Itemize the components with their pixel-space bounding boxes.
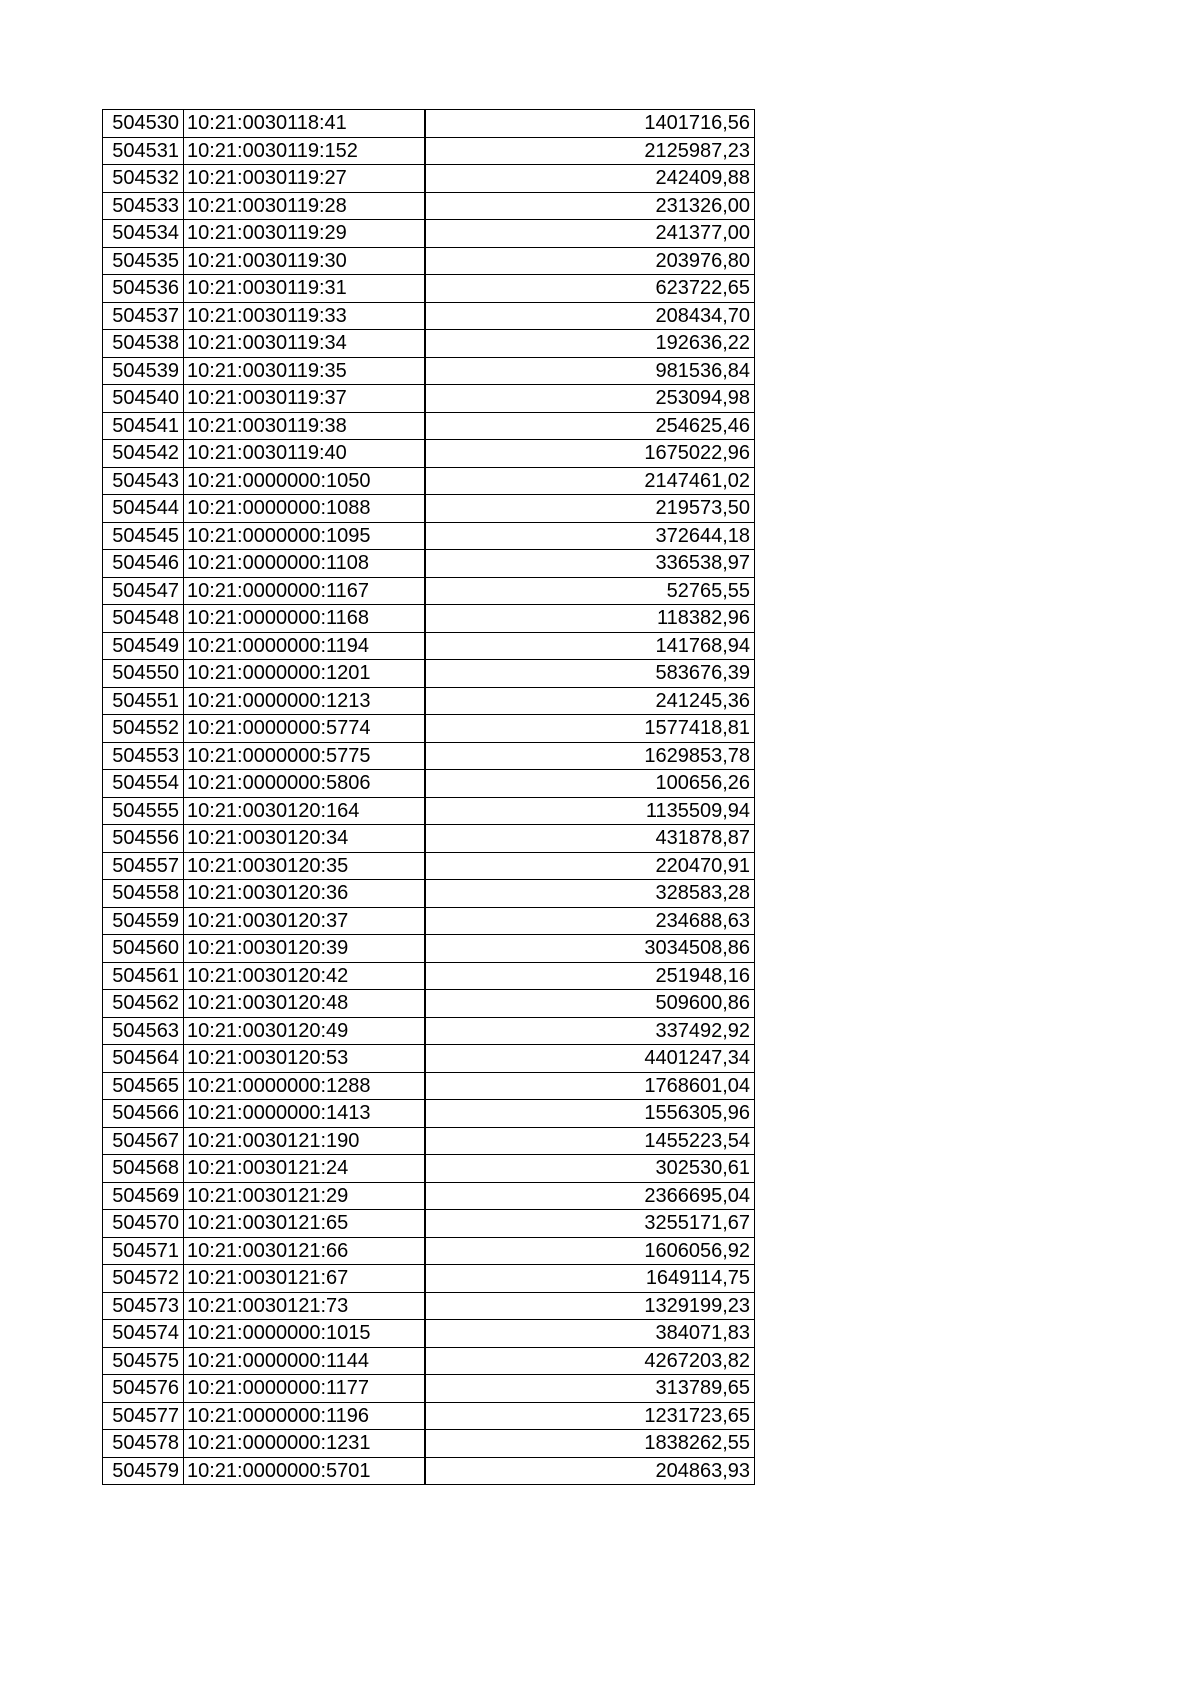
row-id-cell: 504551 <box>103 687 184 715</box>
table-row <box>103 467 755 495</box>
cadastral-number-cell: 10:21:0000000:1194 <box>184 632 425 660</box>
table-row <box>103 220 755 248</box>
amount-cell: 1577418,81 <box>425 715 755 743</box>
row-id-cell: 504572 <box>103 1265 184 1293</box>
cadastral-number-cell: 10:21:0000000:1231 <box>184 1430 425 1458</box>
cadastral-number-cell: 10:21:0030121:190 <box>184 1127 425 1155</box>
cadastral-number-cell: 10:21:0000000:1413 <box>184 1100 425 1128</box>
amount-cell: 203976,80 <box>425 247 755 275</box>
table-row <box>103 1347 755 1375</box>
table-row <box>103 192 755 220</box>
cadastral-number-cell: 10:21:0030121:73 <box>184 1292 425 1320</box>
row-id-cell: 504565 <box>103 1072 184 1100</box>
amount-cell: 336538,97 <box>425 550 755 578</box>
row-id-cell: 504536 <box>103 275 184 303</box>
row-id-cell: 504546 <box>103 550 184 578</box>
amount-cell: 509600,86 <box>425 990 755 1018</box>
row-id-cell: 504573 <box>103 1292 184 1320</box>
table-row <box>103 632 755 660</box>
cadastral-number-cell: 10:21:0000000:1196 <box>184 1402 425 1430</box>
table-row <box>103 1017 755 1045</box>
amount-cell: 1606056,92 <box>425 1237 755 1265</box>
amount-cell: 1556305,96 <box>425 1100 755 1128</box>
amount-cell: 234688,63 <box>425 907 755 935</box>
row-id-cell: 504579 <box>103 1457 184 1485</box>
amount-cell: 242409,88 <box>425 165 755 193</box>
cadastral-number-cell: 10:21:0000000:1108 <box>184 550 425 578</box>
row-id-cell: 504550 <box>103 660 184 688</box>
table-row <box>103 357 755 385</box>
amount-cell: 52765,55 <box>425 577 755 605</box>
cadastral-number-cell: 10:21:0030120:37 <box>184 907 425 935</box>
amount-cell: 204863,93 <box>425 1457 755 1485</box>
cadastral-number-cell: 10:21:0000000:1167 <box>184 577 425 605</box>
amount-cell: 219573,50 <box>425 495 755 523</box>
table-row <box>103 165 755 193</box>
row-id-cell: 504577 <box>103 1402 184 1430</box>
row-id-cell: 504555 <box>103 797 184 825</box>
cadastral-number-cell: 10:21:0030119:152 <box>184 137 425 165</box>
table-row <box>103 1402 755 1430</box>
row-id-cell: 504548 <box>103 605 184 633</box>
row-id-cell: 504552 <box>103 715 184 743</box>
amount-cell: 4267203,82 <box>425 1347 755 1375</box>
cadastral-number-cell: 10:21:0000000:1015 <box>184 1320 425 1348</box>
amount-cell: 1401716,56 <box>425 110 755 138</box>
amount-cell: 231326,00 <box>425 192 755 220</box>
table-row <box>103 495 755 523</box>
table-row <box>103 550 755 578</box>
amount-cell: 2147461,02 <box>425 467 755 495</box>
cadastral-number-cell: 10:21:0030120:35 <box>184 852 425 880</box>
cadastral-number-cell: 10:21:0030120:164 <box>184 797 425 825</box>
cadastral-number-cell: 10:21:0000000:1050 <box>184 467 425 495</box>
row-id-cell: 504538 <box>103 330 184 358</box>
amount-cell: 253094,98 <box>425 385 755 413</box>
cadastral-number-cell: 10:21:0030120:36 <box>184 880 425 908</box>
amount-cell: 1231723,65 <box>425 1402 755 1430</box>
amount-cell: 1329199,23 <box>425 1292 755 1320</box>
table-row <box>103 137 755 165</box>
row-id-cell: 504549 <box>103 632 184 660</box>
amount-cell: 254625,46 <box>425 412 755 440</box>
table-row <box>103 247 755 275</box>
amount-cell: 118382,96 <box>425 605 755 633</box>
cadastral-number-cell: 10:21:0030121:65 <box>184 1210 425 1238</box>
cadastral-number-cell: 10:21:0030121:67 <box>184 1265 425 1293</box>
amount-cell: 220470,91 <box>425 852 755 880</box>
table-body <box>103 110 755 1485</box>
amount-cell: 192636,22 <box>425 330 755 358</box>
cadastral-number-cell: 10:21:0000000:1088 <box>184 495 425 523</box>
table-row <box>103 302 755 330</box>
table-row <box>103 825 755 853</box>
table-row <box>103 1210 755 1238</box>
row-id-cell: 504533 <box>103 192 184 220</box>
table-row <box>103 577 755 605</box>
amount-cell: 313789,65 <box>425 1375 755 1403</box>
cadastral-number-cell: 10:21:0000000:5701 <box>184 1457 425 1485</box>
row-id-cell: 504545 <box>103 522 184 550</box>
amount-cell: 337492,92 <box>425 1017 755 1045</box>
table-row <box>103 660 755 688</box>
amount-cell: 1768601,04 <box>425 1072 755 1100</box>
row-id-cell: 504560 <box>103 935 184 963</box>
table-row <box>103 742 755 770</box>
cadastral-number-cell: 10:21:0000000:1144 <box>184 1347 425 1375</box>
row-id-cell: 504541 <box>103 412 184 440</box>
amount-cell: 2366695,04 <box>425 1182 755 1210</box>
amount-cell: 3034508,86 <box>425 935 755 963</box>
cadastral-number-cell: 10:21:0030119:31 <box>184 275 425 303</box>
row-id-cell: 504532 <box>103 165 184 193</box>
cadastral-number-cell: 10:21:0000000:5775 <box>184 742 425 770</box>
row-id-cell: 504543 <box>103 467 184 495</box>
cadastral-number-cell: 10:21:0030120:53 <box>184 1045 425 1073</box>
table-row <box>103 1155 755 1183</box>
cadastral-number-cell: 10:21:0000000:1168 <box>184 605 425 633</box>
cadastral-number-cell: 10:21:0030120:48 <box>184 990 425 1018</box>
row-id-cell: 504575 <box>103 1347 184 1375</box>
row-id-cell: 504531 <box>103 137 184 165</box>
row-id-cell: 504537 <box>103 302 184 330</box>
row-id-cell: 504570 <box>103 1210 184 1238</box>
row-id-cell: 504562 <box>103 990 184 1018</box>
amount-cell: 623722,65 <box>425 275 755 303</box>
amount-cell: 384071,83 <box>425 1320 755 1348</box>
cadastral-number-cell: 10:21:0000000:1177 <box>184 1375 425 1403</box>
row-id-cell: 504539 <box>103 357 184 385</box>
table-row <box>103 1100 755 1128</box>
row-id-cell: 504556 <box>103 825 184 853</box>
table-row <box>103 1045 755 1073</box>
table-row <box>103 440 755 468</box>
amount-cell: 141768,94 <box>425 632 755 660</box>
row-id-cell: 504559 <box>103 907 184 935</box>
cadastral-number-cell: 10:21:0030120:49 <box>184 1017 425 1045</box>
amount-cell: 241377,00 <box>425 220 755 248</box>
table-row <box>103 935 755 963</box>
cadastral-number-cell: 10:21:0030120:42 <box>184 962 425 990</box>
table-row <box>103 687 755 715</box>
table-row <box>103 1182 755 1210</box>
cadastral-number-cell: 10:21:0030119:29 <box>184 220 425 248</box>
cadastral-number-cell: 10:21:0030119:35 <box>184 357 425 385</box>
table-row <box>103 1265 755 1293</box>
row-id-cell: 504568 <box>103 1155 184 1183</box>
cadastral-number-cell: 10:21:0000000:1095 <box>184 522 425 550</box>
row-id-cell: 504574 <box>103 1320 184 1348</box>
table-row <box>103 1457 755 1485</box>
table-row <box>103 385 755 413</box>
table-row <box>103 1320 755 1348</box>
row-id-cell: 504540 <box>103 385 184 413</box>
cadastral-number-cell: 10:21:0000000:1213 <box>184 687 425 715</box>
amount-cell: 4401247,34 <box>425 1045 755 1073</box>
row-id-cell: 504558 <box>103 880 184 908</box>
amount-cell: 302530,61 <box>425 1155 755 1183</box>
row-id-cell: 504567 <box>103 1127 184 1155</box>
table-row <box>103 770 755 798</box>
cadastral-number-cell: 10:21:0030119:40 <box>184 440 425 468</box>
table-row <box>103 797 755 825</box>
table-row <box>103 275 755 303</box>
amount-cell: 1649114,75 <box>425 1265 755 1293</box>
row-id-cell: 504530 <box>103 110 184 138</box>
table-row <box>103 880 755 908</box>
cadastral-number-cell: 10:21:0030119:30 <box>184 247 425 275</box>
row-id-cell: 504553 <box>103 742 184 770</box>
cadastral-number-cell: 10:21:0030119:27 <box>184 165 425 193</box>
cadastral-number-cell: 10:21:0000000:5806 <box>184 770 425 798</box>
row-id-cell: 504544 <box>103 495 184 523</box>
amount-cell: 3255171,67 <box>425 1210 755 1238</box>
table-row <box>103 1292 755 1320</box>
amount-cell: 241245,36 <box>425 687 755 715</box>
amount-cell: 981536,84 <box>425 357 755 385</box>
row-id-cell: 504571 <box>103 1237 184 1265</box>
amount-cell: 583676,39 <box>425 660 755 688</box>
row-id-cell: 504547 <box>103 577 184 605</box>
table-row <box>103 1375 755 1403</box>
cadastral-number-cell: 10:21:0030119:37 <box>184 385 425 413</box>
table-row <box>103 1237 755 1265</box>
row-id-cell: 504566 <box>103 1100 184 1128</box>
table-row <box>103 1127 755 1155</box>
row-id-cell: 504578 <box>103 1430 184 1458</box>
table-row <box>103 962 755 990</box>
table-row <box>103 330 755 358</box>
row-id-cell: 504535 <box>103 247 184 275</box>
cadastral-number-cell: 10:21:0000000:1201 <box>184 660 425 688</box>
amount-cell: 1135509,94 <box>425 797 755 825</box>
cadastral-number-cell: 10:21:0030119:33 <box>184 302 425 330</box>
cadastral-number-cell: 10:21:0030121:66 <box>184 1237 425 1265</box>
cadastral-number-cell: 10:21:0000000:1288 <box>184 1072 425 1100</box>
row-id-cell: 504534 <box>103 220 184 248</box>
amount-cell: 372644,18 <box>425 522 755 550</box>
cadastral-number-cell: 10:21:0030119:34 <box>184 330 425 358</box>
table-row <box>103 907 755 935</box>
cadastral-number-cell: 10:21:0030120:39 <box>184 935 425 963</box>
amount-cell: 208434,70 <box>425 302 755 330</box>
amount-cell: 251948,16 <box>425 962 755 990</box>
cadastral-number-cell: 10:21:0030121:29 <box>184 1182 425 1210</box>
cadastral-number-cell: 10:21:0030120:34 <box>184 825 425 853</box>
table-row <box>103 412 755 440</box>
amount-cell: 1455223,54 <box>425 1127 755 1155</box>
cadastral-number-cell: 10:21:0030118:41 <box>184 110 425 138</box>
data-table <box>102 109 755 1485</box>
row-id-cell: 504563 <box>103 1017 184 1045</box>
row-id-cell: 504576 <box>103 1375 184 1403</box>
table-row <box>103 990 755 1018</box>
table-row <box>103 1072 755 1100</box>
table-row <box>103 715 755 743</box>
row-id-cell: 504561 <box>103 962 184 990</box>
table-row <box>103 522 755 550</box>
amount-cell: 2125987,23 <box>425 137 755 165</box>
table-row <box>103 852 755 880</box>
row-id-cell: 504569 <box>103 1182 184 1210</box>
row-id-cell: 504554 <box>103 770 184 798</box>
row-id-cell: 504557 <box>103 852 184 880</box>
cadastral-number-cell: 10:21:0030119:38 <box>184 412 425 440</box>
row-id-cell: 504542 <box>103 440 184 468</box>
cadastral-number-cell: 10:21:0030119:28 <box>184 192 425 220</box>
table-row <box>103 1430 755 1458</box>
amount-cell: 1675022,96 <box>425 440 755 468</box>
table-row <box>103 110 755 138</box>
cadastral-number-cell: 10:21:0030121:24 <box>184 1155 425 1183</box>
amount-cell: 1629853,78 <box>425 742 755 770</box>
row-id-cell: 504564 <box>103 1045 184 1073</box>
amount-cell: 100656,26 <box>425 770 755 798</box>
table-row <box>103 605 755 633</box>
amount-cell: 431878,87 <box>425 825 755 853</box>
amount-cell: 328583,28 <box>425 880 755 908</box>
amount-cell: 1838262,55 <box>425 1430 755 1458</box>
cadastral-number-cell: 10:21:0000000:5774 <box>184 715 425 743</box>
